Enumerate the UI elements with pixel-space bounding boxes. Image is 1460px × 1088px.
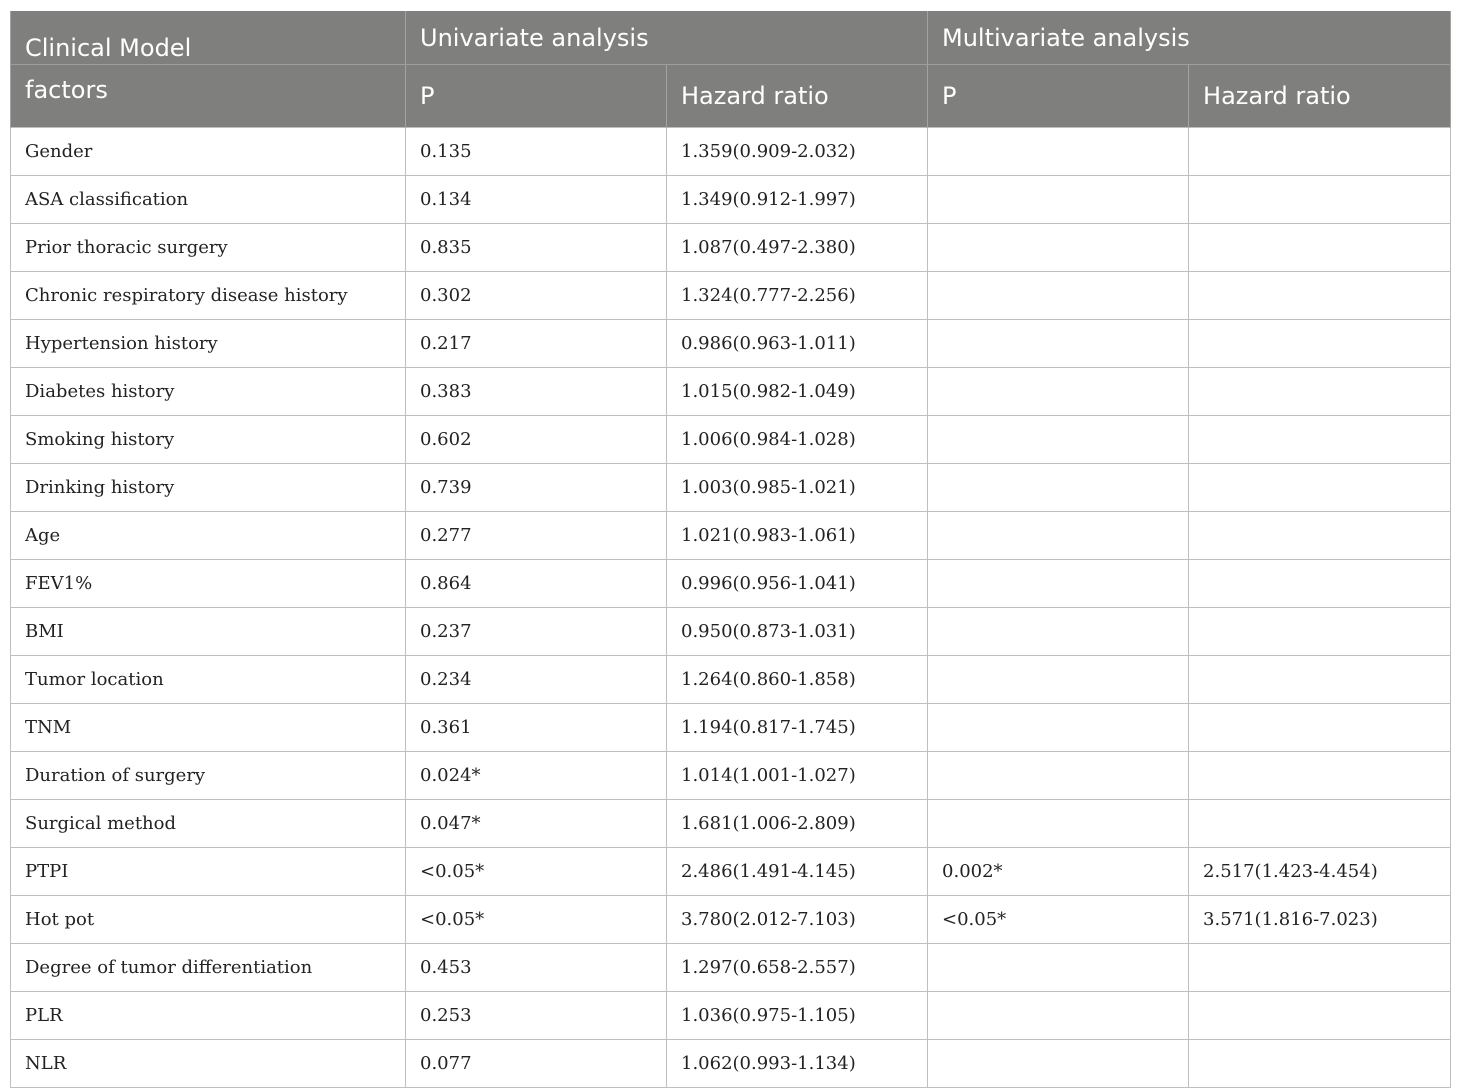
factor-cell: Smoking history [11,416,406,464]
header-univariate-p: P [406,65,667,128]
table-row [11,416,1451,464]
table-row [11,944,1451,992]
table-row [11,656,1451,704]
univariate-hazard-ratio-cell: 1.681(1.006-2.809) [667,800,928,848]
multivariate-p-cell [928,416,1189,464]
table-row [11,848,1451,896]
univariate-p-cell: 0.361 [406,704,667,752]
table-row [11,176,1451,224]
multivariate-p-cell [928,272,1189,320]
factor-cell: ASA classification [11,176,406,224]
univariate-hazard-ratio-cell: 1.062(0.993-1.134) [667,1040,928,1088]
table-row [11,464,1451,512]
header-multivariate-hazard-ratio: Hazard ratio [1189,65,1451,128]
header-row-columns [11,65,1451,128]
multivariate-p-cell: <0.05* [928,896,1189,944]
table-row [11,560,1451,608]
multivariate-p-cell [928,800,1189,848]
factor-cell: Duration of surgery [11,752,406,800]
univariate-hazard-ratio-cell: 1.324(0.777-2.256) [667,272,928,320]
table-row [11,800,1451,848]
multivariate-hazard-ratio-cell: 3.571(1.816-7.023) [1189,896,1451,944]
univariate-p-cell: 0.135 [406,128,667,176]
multivariate-hazard-ratio-cell [1189,752,1451,800]
multivariate-hazard-ratio-cell [1189,320,1451,368]
univariate-hazard-ratio-cell: 1.349(0.912-1.997) [667,176,928,224]
table-row [11,128,1451,176]
multivariate-hazard-ratio-cell [1189,704,1451,752]
header-row-groups [11,11,1451,65]
multivariate-p-cell [928,464,1189,512]
multivariate-p-cell [928,752,1189,800]
header-factors: factors [11,65,406,128]
multivariate-hazard-ratio-cell [1189,992,1451,1040]
table-row [11,608,1451,656]
cox-regression-table [10,11,1451,1088]
univariate-p-cell: 0.383 [406,368,667,416]
factor-cell: PTPI [11,848,406,896]
table-row [11,224,1451,272]
univariate-p-cell: 0.602 [406,416,667,464]
univariate-p-cell: 0.835 [406,224,667,272]
univariate-p-cell: 0.237 [406,608,667,656]
table-row [11,896,1451,944]
header-univariate-hazard-ratio: Hazard ratio [667,65,928,128]
univariate-p-cell: <0.05* [406,848,667,896]
univariate-p-cell: 0.077 [406,1040,667,1088]
univariate-p-cell: 0.047* [406,800,667,848]
factor-cell: Drinking history [11,464,406,512]
factor-cell: PLR [11,992,406,1040]
univariate-hazard-ratio-cell: 0.996(0.956-1.041) [667,560,928,608]
header-multivariate-analysis: Multivariate analysis [928,11,1451,65]
multivariate-p-cell [928,992,1189,1040]
univariate-hazard-ratio-cell: 0.986(0.963-1.011) [667,320,928,368]
table-row [11,320,1451,368]
multivariate-hazard-ratio-cell [1189,416,1451,464]
multivariate-p-cell [928,176,1189,224]
univariate-hazard-ratio-cell: 1.087(0.497-2.380) [667,224,928,272]
univariate-hazard-ratio-cell: 1.359(0.909-2.032) [667,128,928,176]
multivariate-p-cell [928,704,1189,752]
multivariate-p-cell [928,368,1189,416]
multivariate-hazard-ratio-cell [1189,512,1451,560]
univariate-hazard-ratio-cell: 1.194(0.817-1.745) [667,704,928,752]
univariate-p-cell: 0.217 [406,320,667,368]
table-row [11,992,1451,1040]
univariate-p-cell: 0.739 [406,464,667,512]
univariate-p-cell: 0.277 [406,512,667,560]
factor-cell: Degree of tumor differentiation [11,944,406,992]
univariate-p-cell: 0.253 [406,992,667,1040]
multivariate-p-cell [928,560,1189,608]
univariate-p-cell: 0.234 [406,656,667,704]
table-row [11,704,1451,752]
univariate-hazard-ratio-cell: 2.486(1.491-4.145) [667,848,928,896]
multivariate-p-cell [928,1040,1189,1088]
factor-cell: Tumor location [11,656,406,704]
univariate-hazard-ratio-cell: 0.950(0.873-1.031) [667,608,928,656]
factor-cell: Hypertension history [11,320,406,368]
multivariate-hazard-ratio-cell [1189,944,1451,992]
table-row [11,1040,1451,1088]
factor-cell: Age [11,512,406,560]
univariate-p-cell: 0.024* [406,752,667,800]
univariate-hazard-ratio-cell: 3.780(2.012-7.103) [667,896,928,944]
multivariate-p-cell [928,320,1189,368]
univariate-p-cell: 0.864 [406,560,667,608]
multivariate-p-cell [928,128,1189,176]
header-multivariate-p: P [928,65,1189,128]
multivariate-p-cell [928,656,1189,704]
univariate-p-cell: 0.134 [406,176,667,224]
factor-cell: Hot pot [11,896,406,944]
multivariate-hazard-ratio-cell [1189,1040,1451,1088]
multivariate-hazard-ratio-cell [1189,368,1451,416]
univariate-hazard-ratio-cell: 1.021(0.983-1.061) [667,512,928,560]
multivariate-hazard-ratio-cell [1189,224,1451,272]
factor-cell: FEV1% [11,560,406,608]
header-univariate-analysis: Univariate analysis [406,11,928,65]
multivariate-hazard-ratio-cell: 2.517(1.423-4.454) [1189,848,1451,896]
header-clinical-model: Clinical Model [11,11,406,65]
table-row [11,272,1451,320]
multivariate-p-cell [928,944,1189,992]
multivariate-hazard-ratio-cell [1189,128,1451,176]
univariate-p-cell: 0.453 [406,944,667,992]
table-row [11,512,1451,560]
factor-cell: Diabetes history [11,368,406,416]
univariate-hazard-ratio-cell: 1.006(0.984-1.028) [667,416,928,464]
multivariate-hazard-ratio-cell [1189,272,1451,320]
multivariate-p-cell [928,512,1189,560]
multivariate-p-cell: 0.002* [928,848,1189,896]
multivariate-hazard-ratio-cell [1189,560,1451,608]
factor-cell: Surgical method [11,800,406,848]
table-body [11,128,1451,1088]
table-header [11,11,1451,128]
univariate-hazard-ratio-cell: 1.015(0.982-1.049) [667,368,928,416]
univariate-hazard-ratio-cell: 1.264(0.860-1.858) [667,656,928,704]
factor-cell: NLR [11,1040,406,1088]
factor-cell: TNM [11,704,406,752]
table-row [11,368,1451,416]
multivariate-hazard-ratio-cell [1189,800,1451,848]
factor-cell: Chronic respiratory disease history [11,272,406,320]
multivariate-hazard-ratio-cell [1189,656,1451,704]
univariate-hazard-ratio-cell: 1.036(0.975-1.105) [667,992,928,1040]
univariate-hazard-ratio-cell: 1.297(0.658-2.557) [667,944,928,992]
factor-cell: Gender [11,128,406,176]
multivariate-p-cell [928,224,1189,272]
factor-cell: Prior thoracic surgery [11,224,406,272]
univariate-hazard-ratio-cell: 1.014(1.001-1.027) [667,752,928,800]
factor-cell: BMI [11,608,406,656]
cox-regression-table-container [10,11,1450,1088]
multivariate-hazard-ratio-cell [1189,464,1451,512]
multivariate-hazard-ratio-cell [1189,608,1451,656]
multivariate-hazard-ratio-cell [1189,176,1451,224]
table-row [11,752,1451,800]
univariate-hazard-ratio-cell: 1.003(0.985-1.021) [667,464,928,512]
multivariate-p-cell [928,608,1189,656]
univariate-p-cell: <0.05* [406,896,667,944]
univariate-p-cell: 0.302 [406,272,667,320]
